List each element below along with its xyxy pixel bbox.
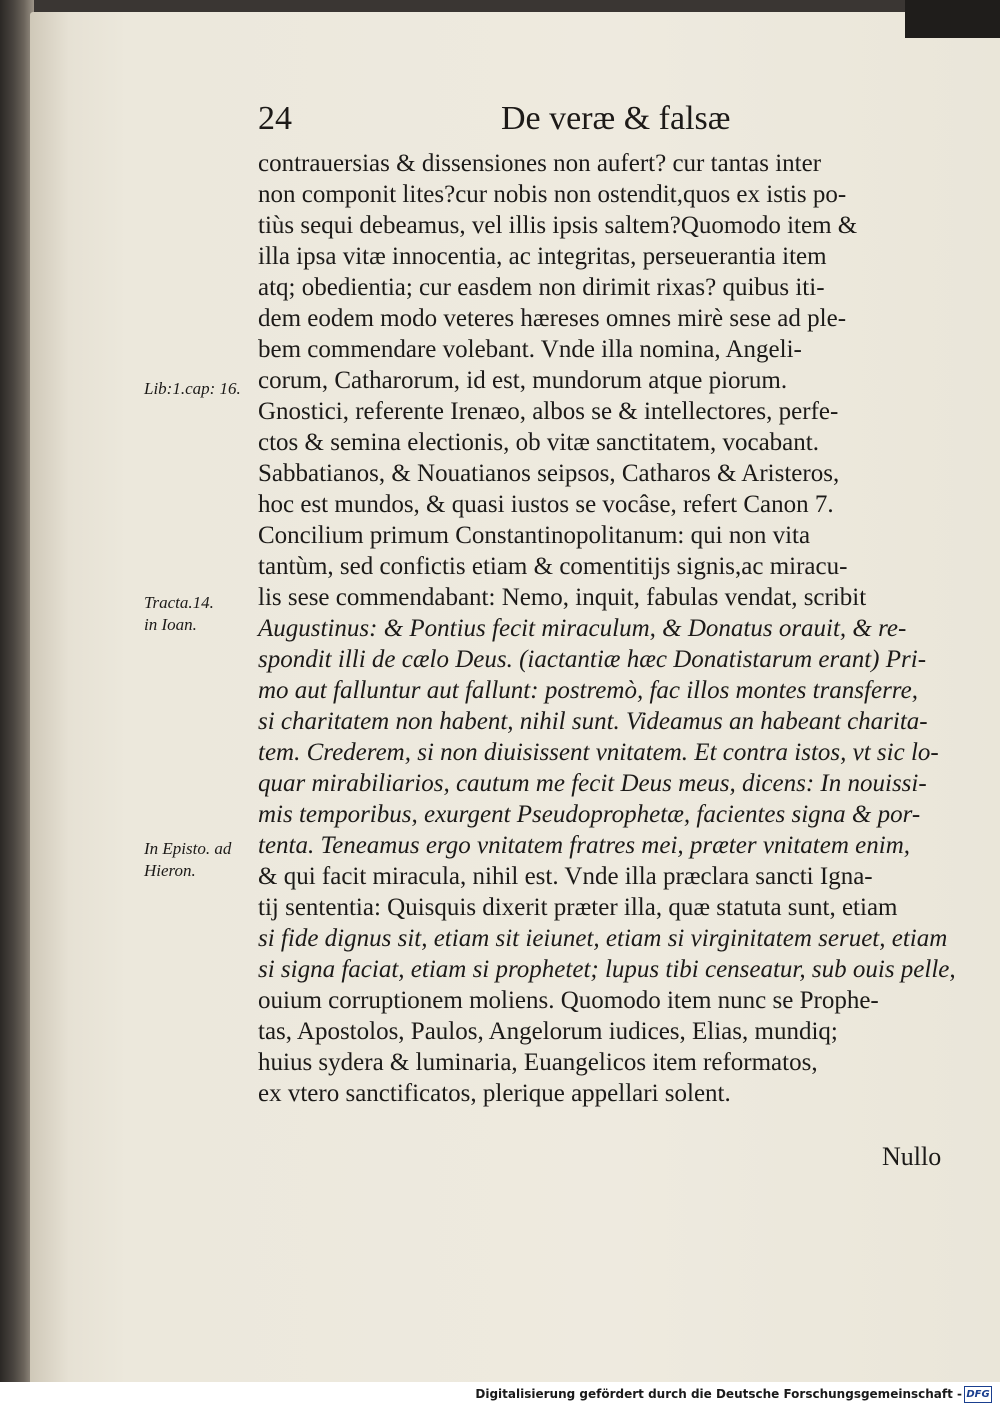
text-line: mis temporibus, exurgent Pseudoprophetæ, facientes signa & por-: [258, 801, 921, 828]
text-line: dem eodem modo veteres hæreses omnes mirè sese ad ple-: [258, 305, 847, 332]
page-number: 24: [258, 100, 292, 137]
running-head: De veræ & falsæ: [501, 100, 731, 137]
text-line: corum, Catharorum, id est, mundorum atque piorum.: [258, 367, 788, 394]
text-line: & qui facit miracula, nihil est. Vnde illa præclara sancti Igna-: [258, 863, 873, 890]
margin-note-line: Hieron.: [144, 861, 196, 880]
text-line: tij sententia: Quisquis dixerit præter illa, quæ statuta sunt, etiam: [258, 894, 898, 921]
text-line: ex vtero sanctificatos, plerique appellari solent.: [258, 1080, 731, 1107]
text-line: bem commendare volebant. Vnde illa nomina, Angeli-: [258, 336, 802, 363]
margin-note: [144, 592, 214, 636]
page-header: [258, 100, 958, 146]
margin-note-line: Lib:1.cap: 16.: [144, 379, 241, 398]
text-line: si charitatem non habent, nihil sunt. Videamus an habeant charita-: [258, 708, 928, 735]
text-line: ouium corruptionem moliens. Quomodo item nunc se Prophe-: [258, 987, 879, 1014]
margin-note-line: Tracta.14.: [144, 593, 214, 612]
dark-corner: [905, 0, 1000, 38]
margin-note-line: in Ioan.: [144, 615, 197, 634]
text-line: contrauersias & dissensiones non aufert? cur tantas inter: [258, 150, 822, 177]
text-line: ctos & semina electionis, ob vitæ sanctitatem, vocabant.: [258, 429, 819, 456]
funding-credit: Digitalisierung gefördert durch die Deutsche Forschungsgemeinschaft -: [475, 1387, 962, 1401]
text-line: Augustinus: & Pontius fecit miraculum, & Donatus orauit, & re-: [258, 615, 907, 642]
text-line: hoc est mundos, & quasi iustos se vocâse, refert Canon 7.: [258, 491, 834, 518]
text-line: si signa faciat, etiam si prophetet; lupus tibi censeatur, sub ouis pelle,: [258, 956, 956, 983]
catchword: Nullo: [882, 1142, 942, 1171]
text-line: Sabbatianos, & Nouatianos seipsos, Catharos & Aristeros,: [258, 460, 840, 487]
text-line: lis sese commendabant: Nemo, inquit, fabulas vendat, scribit: [258, 584, 867, 611]
margin-note: [144, 838, 231, 882]
text-line: tiùs sequi debeamus, vel illis ipsis saltem?Quomodo item &: [258, 212, 858, 239]
text-line: quar mirabiliarios, cautum me fecit Deus meus, dicens: In nouissi-: [258, 770, 927, 797]
text-line: atq; obedientia; cur easdem non dirimit rixas? quibus iti-: [258, 274, 825, 301]
body-text: [258, 148, 958, 1109]
text-line: huius sydera & luminaria, Euangelicos item reformatos,: [258, 1049, 818, 1076]
text-line: illa ipsa vitæ innocentia, ac integritas, perseuerantia item: [258, 243, 827, 270]
margin-note-line: In Episto. ad: [144, 839, 232, 858]
text-line: Concilium primum Constantinopolitanum: qui non vita: [258, 522, 811, 549]
text-line: tenta. Teneamus ergo vnitatem fratres mei, præter vnitatem enim,: [258, 832, 911, 859]
text-line: tantùm, sed confictis etiam & comentitijs signis,ac miracu-: [258, 553, 848, 580]
text-line: tas, Apostolos, Paulos, Angelorum iudices, Elias, mundiq;: [258, 1018, 838, 1045]
text-line: si fide dignus sit, etiam sit ieiunet, etiam si virginitatem seruet, etiam: [258, 925, 948, 952]
text-line: non componit lites?cur nobis non ostendit,quos ex istis po-: [258, 181, 847, 208]
text-line: spondit illi de cælo Deus. (iactantiæ hæc Donatistarum erant) Pri-: [258, 646, 927, 673]
margin-note: [144, 378, 241, 400]
book-binding-edge: [0, 0, 34, 1382]
text-line: mo aut falluntur aut fallunt: postremò, fac illos montes transferre,: [258, 677, 918, 704]
dfg-logo-icon: DFG: [964, 1386, 992, 1403]
text-line: Gnostici, referente Irenæo, albos se & intellectores, perfe-: [258, 398, 839, 425]
text-line: tem. Crederem, si non diuisissent vnitatem. Et contra istos, vt sic lo-: [258, 739, 939, 766]
footer-bar: [0, 1382, 1000, 1408]
